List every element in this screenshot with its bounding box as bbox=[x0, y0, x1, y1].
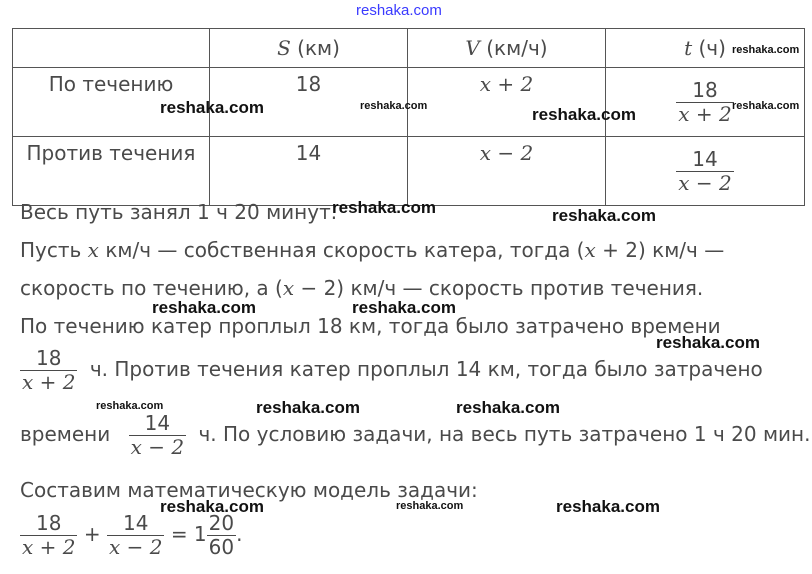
watermark: reshaka.com bbox=[732, 100, 800, 112]
text-line-4: По течению катер проплыл 18 км, тогда было затрачено времени bbox=[20, 314, 721, 338]
text-line-7: Составим математическую модель задачи: bbox=[20, 478, 478, 502]
watermark: reshaka.com bbox=[152, 298, 256, 317]
watermark: reshaka.com bbox=[556, 497, 660, 516]
watermark: reshaka.com bbox=[456, 398, 560, 417]
watermark: reshaka.com bbox=[352, 298, 456, 317]
eq-fraction-2: $\frac{14}{x - 2}$ bbox=[108, 511, 163, 559]
text-line-6: времени $\frac{14}{x - 2}$ ч. По условию задачи, на весь путь затрачено 1 ч 20 мин. bbox=[20, 411, 811, 459]
fraction-downstream: $\frac{18}{x + 2}$ bbox=[22, 346, 76, 394]
row-time bbox=[606, 137, 805, 206]
fraction-upstream: $\frac{14}{x - 2}$ bbox=[130, 411, 185, 459]
speed-time-table bbox=[12, 28, 805, 206]
watermark: reshaka.com bbox=[656, 333, 760, 352]
table-header-row bbox=[13, 29, 805, 68]
text-line-2: Пусть x км/ч — собственная скорость катера, тогда (x + 2) км/ч — bbox=[20, 238, 725, 262]
watermark: reshaka.com bbox=[552, 206, 656, 225]
text-line-1: Весь путь занял 1 ч 20 минут. bbox=[20, 200, 338, 224]
watermark: reshaka.com bbox=[732, 44, 800, 56]
row-label: По течению bbox=[13, 68, 210, 137]
watermark: reshaka.com bbox=[160, 497, 264, 516]
watermark: reshaka.com bbox=[532, 105, 636, 124]
header-empty-cell bbox=[13, 29, 210, 68]
watermark: reshaka.com bbox=[160, 98, 264, 117]
row-speed: x + 2 bbox=[408, 68, 606, 137]
watermark: reshaka.com bbox=[360, 100, 428, 112]
eq-fraction-3: $\frac{20}{60}$ bbox=[208, 511, 235, 559]
watermark: reshaka.com bbox=[332, 198, 436, 217]
watermark: reshaka.com bbox=[96, 400, 164, 412]
text-line-5: $\frac{18}{x + 2}$ ч. Против течения катер проплыл 14 км, тогда было затрачено bbox=[22, 346, 763, 394]
row-distance: 14 bbox=[210, 137, 408, 206]
eq-fraction-1: $\frac{18}{x + 2}$ bbox=[22, 511, 76, 559]
row-distance: 18 bbox=[210, 68, 408, 137]
time-fraction: $\frac{18}{x + 2}$ bbox=[678, 77, 732, 126]
header-distance: S (км) bbox=[210, 29, 408, 68]
watermark: reshaka.com bbox=[396, 500, 464, 512]
header-speed: V (км/ч) bbox=[408, 29, 606, 68]
row-label: Против течения bbox=[13, 137, 210, 206]
equation: $\frac{18}{x + 2}$ + $\frac{14}{x - 2}$ = 1 $\frac{20}{60}$ . bbox=[22, 511, 243, 559]
time-fraction: $\frac{14}{x - 2}$ bbox=[678, 146, 732, 195]
watermark: reshaka.com bbox=[256, 398, 360, 417]
top-watermark: reshaka.com bbox=[356, 2, 442, 19]
row-speed: x − 2 bbox=[408, 137, 606, 206]
header-time: t (ч) bbox=[606, 29, 805, 68]
table-row bbox=[13, 137, 805, 206]
text-line-3: скорость по течению, а (x − 2) км/ч — скорость против течения. bbox=[20, 276, 704, 300]
